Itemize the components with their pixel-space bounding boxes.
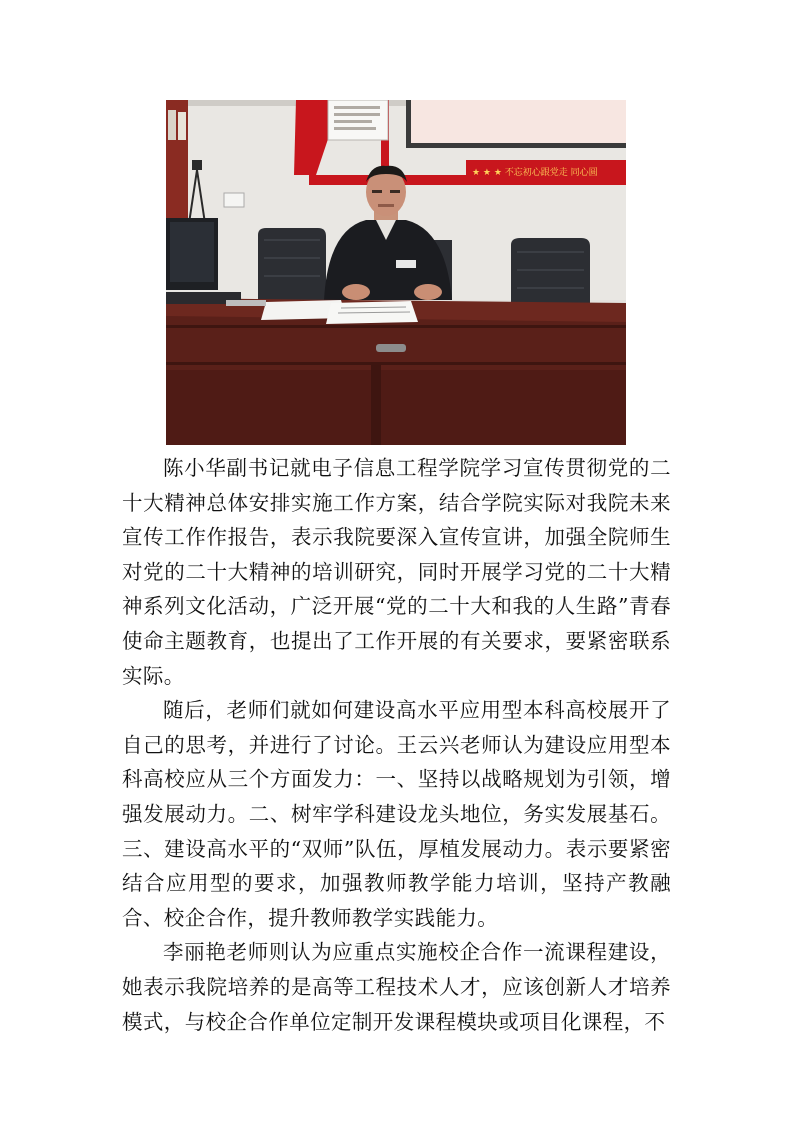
paragraph-1: 陈小华副书记就电子信息工程学院学习宣传贯彻党的二十大精神总体安排实施工作方案，结合学院实际对我院未来宣传工作作报告，表示我院要深入宣传宣讲，加强全院师生对党的二十大精神的培训研究，同时开展学习党的二十大精神系列文化活动，广泛开展“党的二十大和我的人生路”青春使命主题教育，也提出了工作开展的有关要求，要紧密联系实际。 — [122, 456, 671, 688]
paragraph-3: 李丽艳老师则认为应重点实施校企合作一流课程建设，她表示我院培养的是高等工程技术人才，应该创新人才培养模式，与校企合作单位定制开发课程模块或项目化课程，不 — [122, 940, 671, 1034]
meeting-photo — [166, 100, 626, 445]
wall-banner-text: ★ ★ ★ 不忘初心跟党走 同心圆 — [472, 168, 598, 178]
article-body — [122, 451, 671, 1039]
paragraph-2: 随后，老师们就如何建设高水平应用型本科高校展开了自己的思考，并进行了讨论。王云兴老师认为建设应用型本科高校应从三个方面发力：一、坚持以战略规划为引领，增强发展动力。二、树牢学科建设龙头地位，务实发展基石。三、建设高水平的“双师”队伍，厚植发展动力。表示要紧密结合应用型的要求，加强教师教学能力培训，坚持产教融合、校企合作，提升教师教学实践能力。 — [122, 698, 671, 930]
